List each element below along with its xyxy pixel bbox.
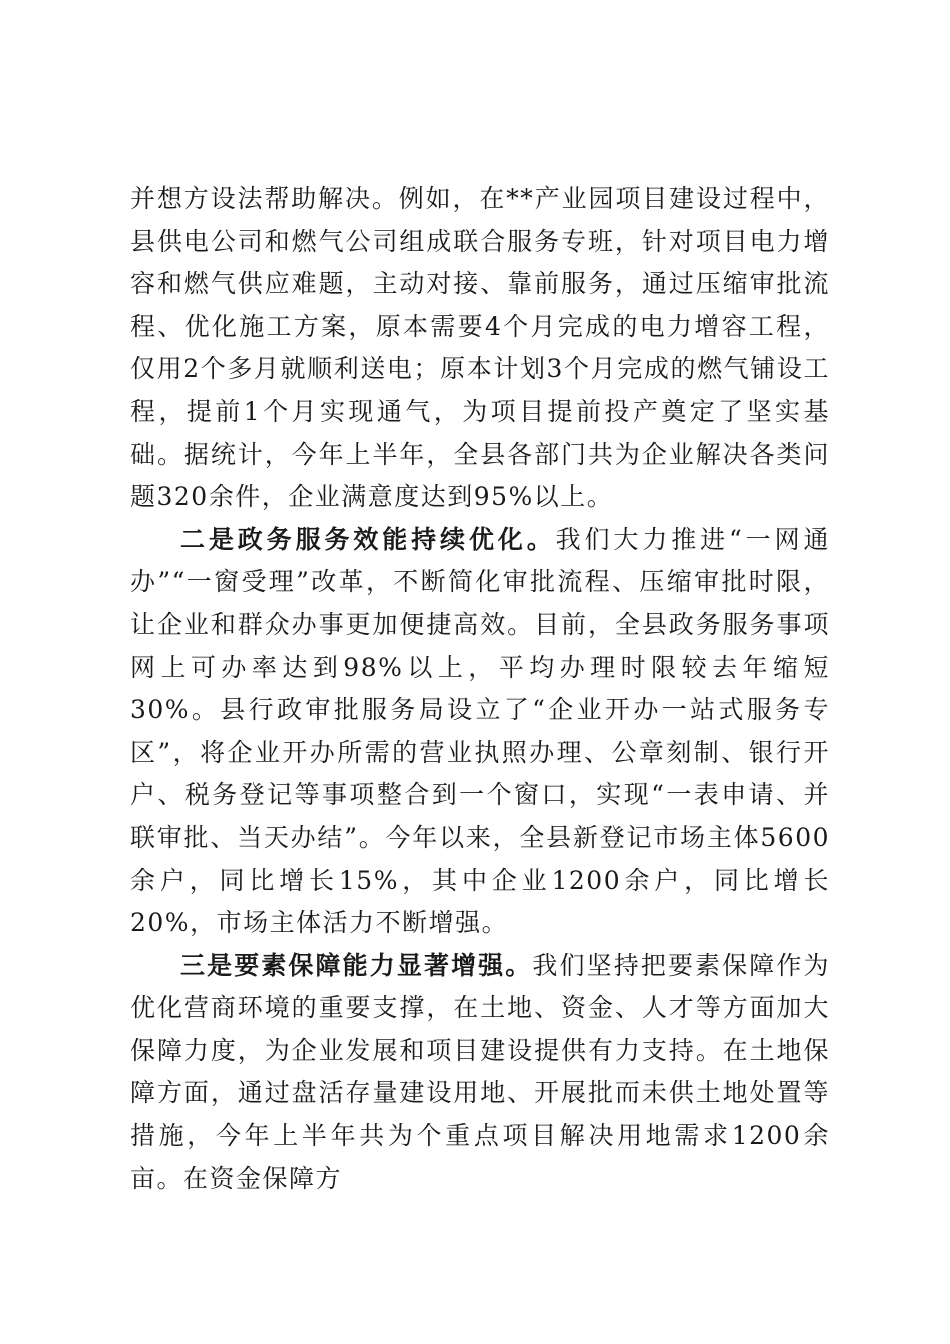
paragraph-lead-heading: 二是政务服务效能持续优化。 [180,524,556,554]
paragraph-text: 并想方设法帮助解决。例如，在**产业园项目建设过程中，县供电公司和燃气公司组成联合服务专班，针对项目电力增容和燃气供应难题，主动对接、靠前服务，通过压缩审批流程、优化施工方案，原本需要4个月完成的电力增容工程，仅用2个多月就顺利送电；原本计划3个月完成的燃气铺设工程，提前1个月实现通气，为项目提前投产奠定了坚实基础。据统计，今年上半年，全县各部门共为企业解决各类问题320余件，企业满意度达到95%以上。 [130,184,830,512]
paragraph-text: 我们大力推进“一网通办”“一窗受理”改革，不断简化审批流程、压缩审批时限，让企业和群众办事更加便捷高效。目前，全县政务服务事项网上可办率达到98%以上，平均办理时限较去年缩短30%。县行政审批服务局设立了“企业开办一站式服务专区”，将企业开办所需的营业执照办理、公章刻制、银行开户、税务登记等事项整合到一个窗口，实现“一表申请、并联审批、当天办结”。今年以来，全县新登记市场主体5600余户，同比增长15%，其中企业1200余户，同比增长20%，市场主体活力不断增强。 [130,524,830,938]
paragraph-text: 我们坚持把要素保障作为优化营商环境的重要支撑，在土地、资金、人才等方面加大保障力度，为企业发展和项目建设提供有力支持。在土地保障方面，通过盘活存量建设用地、开展批而未供土地处置等措施，今年上半年共为个重点项目解决用地需求1200余亩。在资金保障方 [130,950,830,1193]
paragraph-factor-guarantee [130,945,830,1201]
paragraph-government-services [130,519,830,945]
document-body [130,178,830,1200]
paragraph-lead-heading: 三是要素保障能力显著增强。 [180,950,533,980]
paragraph-continued [130,178,830,519]
